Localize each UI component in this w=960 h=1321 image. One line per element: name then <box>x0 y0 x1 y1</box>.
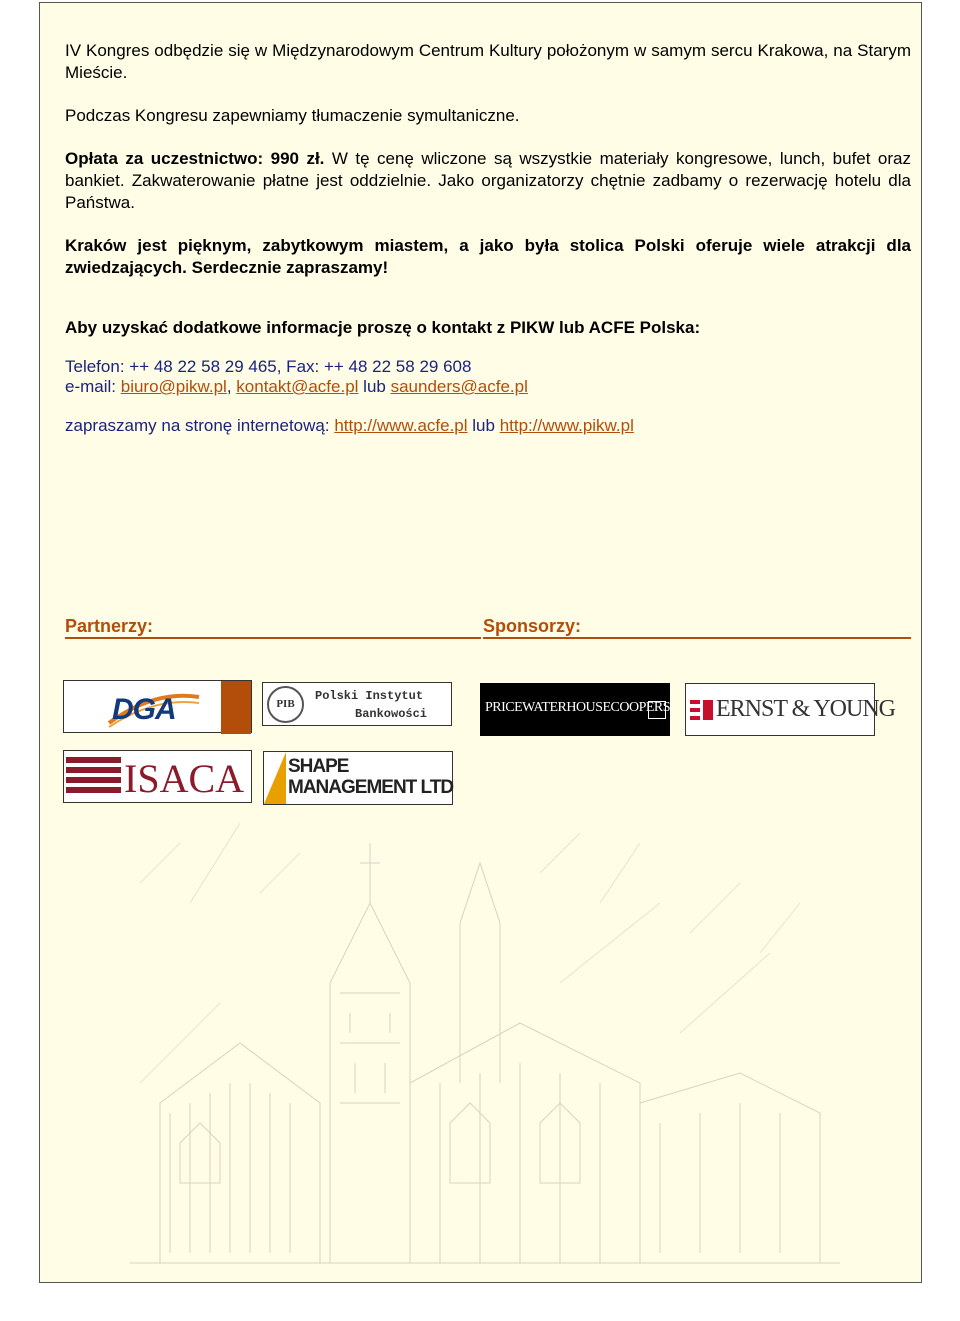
web-label: zapraszamy na stronę internetową: <box>65 416 335 435</box>
ey-logo-text: ERNST & YOUNG <box>716 696 896 722</box>
pib-seal-icon: PIB <box>267 686 304 723</box>
fee-text: W tę cenę wliczone są wszystkie materiały kongresowe, lunch, bufet oraz bankiet. Zakwaterowanie płatne jest oddzielnie. Jako organizatorzy chętnie zadbamy o rezerwację hotelu dla Państwa. <box>65 149 911 212</box>
web-link-pikw[interactable]: http://www.pikw.pl <box>499 416 634 435</box>
ernst-young-logo[interactable] <box>685 683 896 736</box>
translation-paragraph: Podczas Kongresu zapewniamy tłumaczenie symultaniczne. <box>65 106 520 125</box>
pib-logo[interactable] <box>262 682 452 726</box>
pwc-mark-icon <box>648 701 666 719</box>
shape-triangle-icon <box>264 752 286 804</box>
ey-bars-icon <box>690 698 716 724</box>
web-or: lub <box>467 416 500 435</box>
email-line <box>65 377 911 397</box>
web-line <box>65 416 911 436</box>
isaca-logo-text: ISACA <box>124 756 245 801</box>
krakow-paragraph: Kraków jest pięknym, zabytkowym miastem, a jako była stolica Polski oferuje wiele atrakcji dla zwiedzających. Serdecznie zapraszamy! <box>65 236 911 277</box>
sponsors-heading: Sponsorzy: <box>483 616 911 639</box>
pwc-logo-text: PRICEWATERHOUSECOOPERS <box>485 700 671 715</box>
dga-logo-text: DGA <box>112 693 176 726</box>
sections-header <box>65 616 911 642</box>
pwc-logo[interactable] <box>480 683 670 736</box>
pib-line-1: Polski Instytut <box>315 689 424 703</box>
dga-logo[interactable] <box>63 680 252 733</box>
isaca-logo[interactable] <box>63 750 252 803</box>
email-or: lub <box>358 377 391 396</box>
fee-label: Opłata za uczestnictwo: 990 zł. <box>65 149 325 168</box>
partners-heading: Partnerzy: <box>65 616 481 639</box>
page-sheet <box>39 2 922 1283</box>
phone-line: Telefon: ++ 48 22 58 29 465, Fax: ++ 48 22 58 29 608 <box>65 357 472 376</box>
pib-line-2: Bankowości <box>355 707 428 721</box>
dga-orange-bar <box>221 681 251 734</box>
email-link-pikw[interactable]: biuro@pikw.pl <box>120 377 227 396</box>
shape-logo-line-2: MANAGEMENT LTD <box>288 777 454 798</box>
venue-paragraph: IV Kongres odbędzie się w Międzynarodowym Centrum Kultury położonym w samym sercu Krakowa, na Starym Mieście. <box>65 41 911 82</box>
main-content <box>65 40 911 436</box>
info-paragraph: Aby uzyskać dodatkowe informacje proszę o kontakt z PIKW lub ACFE Polska: <box>65 318 701 337</box>
shape-management-logo[interactable] <box>263 751 453 805</box>
isaca-stripes-icon <box>66 755 121 799</box>
web-link-acfe[interactable]: http://www.acfe.pl <box>334 416 468 435</box>
cathedral-sketch-background <box>40 783 921 1283</box>
fee-paragraph <box>65 148 911 214</box>
email-link-saunders[interactable]: saunders@acfe.pl <box>390 377 528 396</box>
email-link-acfe[interactable]: kontakt@acfe.pl <box>236 377 359 396</box>
email-separator: , <box>226 377 237 396</box>
email-label: e-mail: <box>65 377 121 396</box>
shape-logo-line-1: SHAPE <box>288 756 349 777</box>
